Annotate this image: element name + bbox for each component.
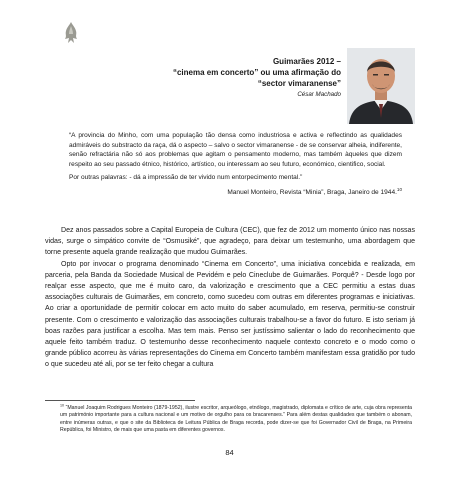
article-body [45,225,415,371]
author-portrait-icon [347,48,415,124]
quote-paragraph: “A provincia do Minho, com uma população tão densa como industriosa e activa e reflectindo as qualidades admiráveis do substracto da raça, dá o aspecto – salvo o sector vimaranense - de se conservar alheia, indiferente, senão refractária não só aos problemas que agitam o pensamento moderno, mas também àqueles que dizem respeito ao seu passado étnico, histórico, artístico, ou interessam ao seu futuro, económico, cientifico, social. [69,132,402,169]
author-name: César Machado [297,91,341,98]
footnote-reference[interactable]: 10 [396,186,402,192]
decorative-emblem-icon [60,20,82,46]
epigraph-quote [69,131,402,197]
article-title-line-3: “sector vimaranense” [257,79,341,88]
footnote-text: “Manuel Joaquim Rodrigues Monteiro (1879-1952), ilustre escritor, arqueólogo, etnólogo, magistrado, diplomata e crítico de arte, cuja obra representa um património importante para a cultura nacional e um motivo de orgulho para os bracarenses.” Para além destas qualidades que também o abonam, entre inúmeras outras, e que o site da Biblioteca de Leitura Pública de Braga recorda, pode dizer-se que foi Governador Civil de Braga, na Primeira República, foi Ministro, de mais que uma pasta em diferentes governos. [60,405,412,434]
article-title-line-2: “cinema em concerto” ou uma afirmação do [172,68,341,77]
article-header [121,56,341,99]
quote-source [69,188,402,198]
footnote-number: 10 [60,403,65,408]
footnote-divider [45,400,195,401]
quote-source-text: Manuel Monteiro, Revista “Minia”, Braga, Janeiro de 1944. [227,188,397,196]
page-number: 84 [225,448,234,457]
footnote [60,405,412,435]
article-title-line-1: Guimarães 2012 – [272,57,341,66]
body-paragraph: Opto por invocar o programa denominado “Cinema em Concerto”, uma iniciativa concebida e realizada, em parceria, pela Banda da Sociedade Musical de Pevidém e pelo Cineclube de Guimarães. Porquê? - Desde logo por realçar esse aspecto, que me é muito caro, da valorização e crescimento que a CEC permitiu a estas duas associações culturais de Guimarães, em concreto, como sucedeu com outras em diferentes programas e iniciativas. Ao criar a oportunidade de permitir colocar em acto muito do saber acumulado, em reserva, permitiu-se construir presente. Com o crescimento e valorização das associações culturais trabalhou-se a favor do futuro. E isto seriam já boas razões para justificar a escolha. Mas tem mais. Penso ser justíssimo salientar o lado do reconhecimento que aquele feito também traduz. O testemunho desse reconhecimento naquele contexto concreto e o modo como o grande público acorreu às várias representações do Cinema em Concerto também manifestam essa gratidão por tudo o que sucedeu até ali, por se ter feito chegar a cultura [45,260,415,369]
quote-paragraph: Por outras palavras: - dá a impressão de ter vivido num entorpecimento mental.” [69,173,303,181]
body-paragraph: Dez anos passados sobre a Capital Europeia de Cultura (CEC), que fez de 2012 um momento único nas nossas vidas, surge o simpático convite de “Osmusiké”, que agradeço, para deixar um testemunho, uma abordagem que torne presente aquela grande realização que mudou Guimarães. [45,227,415,257]
